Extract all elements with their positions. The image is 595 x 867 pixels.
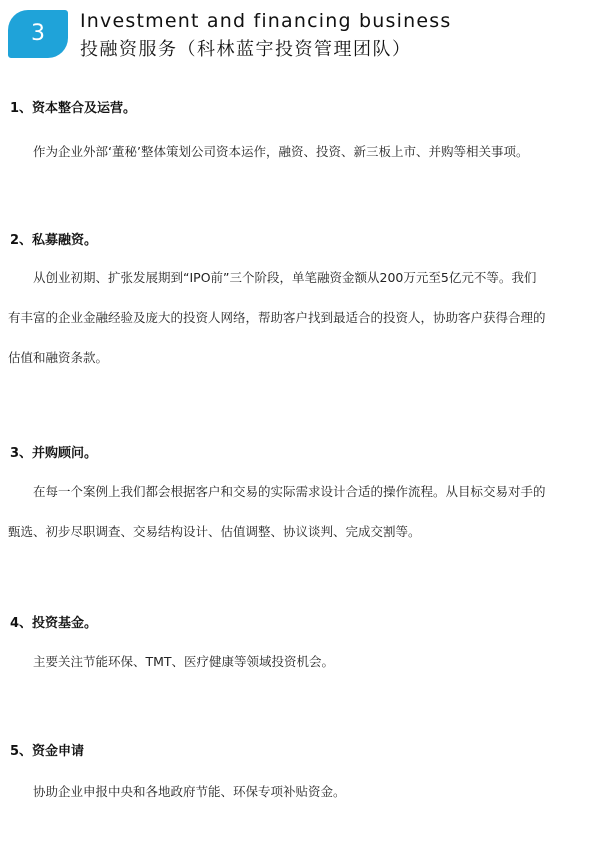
title-english: Investment and financing business — [80, 10, 452, 32]
section-body-4 — [8, 646, 583, 678]
section-title-5: 5、资金申请 — [10, 744, 85, 759]
section-3-line-1: 在每一个案例上我们都会根据客户和交易的实际需求设计合适的操作流程。从目标交易对手的 — [33, 484, 546, 499]
section-5-line-1: 协助企业申报中央和各地政府节能、环保专项补贴资金。 — [33, 784, 346, 799]
section-2-line-1: 从创业初期、扩张发展期到“IPO前”三个阶段，单笔融资金额从200万元至5亿元不等。我们 — [33, 270, 537, 285]
section-header — [0, 0, 595, 70]
section-4-line-1: 主要关注节能环保、TMT、医疗健康等领域投资机会。 — [33, 654, 335, 669]
section-2-line-3: 估值和融资条款。 — [8, 350, 109, 365]
section-body-2 — [8, 262, 583, 374]
section-title-1: 1、资本整合及运营。 — [10, 101, 137, 116]
section-number-badge: 3 — [8, 10, 68, 58]
section-3-line-2: 甄选、初步尽职调查、交易结构设计、估值调整、协议谈判、完成交割等。 — [8, 524, 421, 539]
section-1-line-1: 作为企业外部‘董秘’整体策划公司资本运作，融资、投资、新三板上市、并购等相关事项。 — [33, 144, 529, 159]
section-title-2: 2、私募融资。 — [10, 233, 98, 248]
title-chinese: 投融资服务（科林蓝宇投资管理团队） — [80, 39, 412, 60]
section-title-3: 3、并购顾问。 — [10, 446, 98, 461]
section-body-3 — [8, 476, 583, 548]
section-title-4: 4、投资基金。 — [10, 616, 98, 631]
section-body-1 — [8, 136, 583, 168]
section-2-line-2: 有丰富的企业金融经验及庞大的投资人网络，帮助客户找到最适合的投资人，协助客户获得合理的 — [8, 310, 546, 325]
section-body-5 — [8, 776, 583, 808]
